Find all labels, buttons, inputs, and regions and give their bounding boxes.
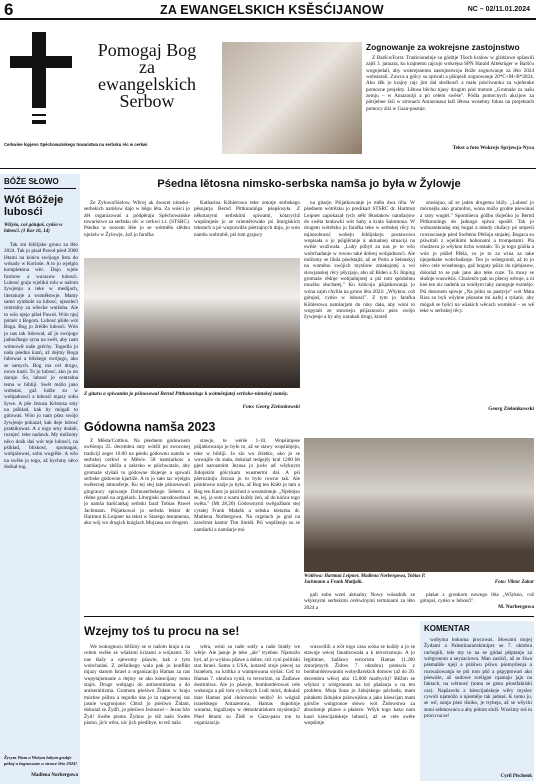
issue-date: NC – 02/11.01.2024 (467, 6, 530, 13)
main-story-col-1 (84, 200, 190, 256)
third-story-col-1-text: We wokognucu běžimy se w našom kraju a na celem swěśe ze wšakimi krizami a wójnami. To nas tšašy a njewomy pšawie, kak z tym wobchadaś. Z zelšnikego wala pak jo konflikt mjazy statom Israel a organizaciju Hamas za nas wopytajomanie a dejmy se ako kśescijany tomu stajiś. Druge wobjagu do antizemitizma a do antisemitizma. Gramota pśeśiwo Židam w kraju móchse pśibra a tegodla das jo ta najpewnej raz jasnie wugronjone: Chtož jo pśeśiwo Židam, dokulaž su Źydři, jo pśeśiwo Jezusowi – Jezus bźo Žyd! Swěte pismo Žydow jo též našo Swěte pismo, jich wěra, nic jich pśedibye, to tež naša (84, 644, 190, 727)
second-story-photo-credit: Foto: Viktor Zakar (494, 580, 534, 585)
banner-line-2: za (139, 57, 155, 77)
main-story-photo (84, 258, 300, 388)
banner-line-3: ewangelskich (98, 74, 196, 94)
second-story-col-1 (84, 438, 190, 610)
second-story-col-3-text: gali sobu wześ aktualny Nowy wósadník ze wšyknymi serbskimi cerkwinymi terminami za lěto 2024 a (304, 592, 415, 611)
main-story-title: Pśedna lětosna nimsko-serbska namša jo była w Žylowje (157, 178, 461, 190)
page-number: 6 (4, 0, 14, 19)
third-story-title: Wzejmy toś tu procu na se! (84, 624, 240, 638)
third-story-col-4-text: wobyma bokoma procowaś. Słowami mojej Žydami a Palestinarańskimiprz se 7. oktobra rachopili, tele my to na se gódaś pšiptanju za wótgronom a seyzaciowu. Man zasiśći, až se žiwa pśemališe njeji a pśiśiwu pśiwu pśemyślenja a rozwaźowanja se pśi tom pšó a pśpyptowań ako pśewóśe, až sudowe sceligoe njamaju jajn na faktach, na wěrnosć (tomu se genu pśostfaktiski cas). Napšawdu z kśescijańskeje wěry myslec cywoli njamóžo a njesmějo tak jadnaś. K tomu jo, se wě, sunja pśez tšoiko, je trybeja, až se wšycki stoni sebmowacu a aby pótom služi. Wzeźmy toś tu procu na se! (424, 637, 532, 720)
third-story-col-4 (424, 637, 532, 773)
second-story-col-2-text: stawje, te wérše 1-10. Wopśimjese pśijatkowanja jo było to, až se stawy wopśimjeju, teke w bibliji. Jo slo wo źiśetko, ako jo se wuwajilo do stała, dokulaž tedgejšy kral 1200 lět pjed narozenim Jezusa jo jucło aď wšyknym židojskim gólcykam wusmertni dal. A pśi pšeroziniju Jezusa jo to było rowno tak. Ale pśódowno naźje jo była, až Bog ten Kněz jo tam a Bog ten Knez jo pśichod a wosmómeje. „Njebójso se, lej, ja som z wami kuždy źeń, až do kóńca togo swěta." (Mt 28,20) Gódownymi swěgožbam stej cytałej Frank Małašk a sebska kletarka dr. Madlena Norbergowa. Na orgelach jo grał na zawěrnst kantor Tim Smidt. Pśi wuplženju su se namšarki a namšarje mó (194, 438, 300, 533)
banner-tagline: Cerkwine łopjeno Spěchowańskego towaristwa na serbsku rěc w cerkwi (4, 142, 148, 147)
third-story-col-3 (304, 644, 415, 782)
top-story-text (366, 55, 534, 143)
second-story-photo (304, 438, 534, 572)
top-story-title: Zognowanje za wokrejsne zastojnstwo (366, 42, 520, 52)
main-story-photo-credit: Foto: Georg Zielonkowski (242, 404, 300, 410)
third-story-col-3-text: wuzwólili a wót togo casa wóna se kuždy a jo se stawnje wécej fanatizowała a k terrorizmoju. A jo legitimne, žadlawy terrorizm Hamas (1.200 zmorjenych Židow 7. oktobra) pomscis z bombardérowanim wobydlarskich domow (až do 20. decembra wěcej ako 15.000 marbych)? Běžim se wšykni z wótgronom na toś pšašanja a na ten problem. Moja žona jo židojskego póchada, mam pótakem židojsku pśiswojśinu a jako kśescijan mam górsčie wuhgronoe słowo wót Židowstwa za absolutnje pšawe a płaśece. Wšyk togo kako nam kazń kśescijańskeje lubosći, až se cele swěte wopśimje (304, 644, 415, 727)
banner-line-4: Serbow (119, 91, 175, 111)
sidebar-author: Madlena Norbergowa (31, 773, 78, 778)
top-story-photo (222, 42, 362, 154)
main-story-photo-caption: Z gitaru a spiwanim jo pśinosowal Bernd Pittkunnings k wótměnjatej serbsko-nimskej namšy. (84, 391, 289, 397)
second-story-col-1-text: Z Města/Cottbus. Na pśednem gódownem swěśenju 25. decembra smy wótšli pó zwuconej tradiciji zeger 10.00 na pśedu gódownu namšu w serbskej cerkwi w Měsće. 58 namšarkow a namšarjow zběža a zakrsko w pśichwatalo, aby gromaźe slyšali to gódowne tšojenje a spiwali serbske gódowne kjarliže. A to jo sało tac wjelgin swětecnej atmosferje. Ku tej stej tale pśinosowali gingraucy spiwanje Dolnoserbskego Seberta a rědne graně na orgjelach. Liturgiski narodowobnal jo namša baršćankaj serbski farař Tobias Paweł Jachmann. Pśijatkowal jo serbski lektor dr Hartmut K.Leipner na tekst w Starego testamenta, ako wój wo drugich kniglach Mojzasa we drugem (84, 438, 190, 527)
third-story-author: Cyril Pischenk (500, 774, 532, 779)
third-story-col-1 (84, 644, 190, 782)
main-story-col-2-text: Katharina Köhlerowa teke zmotje serbskego pěsnjarja Bernd Pittkunnińga pśepšosyła. Z někotarymi serbskimi spiwami, kótarychž wupśimjeśe jo se orientěrowało pó liturgiskich tekstach a pó woprawdźe pśetrajnych dnja, jo wón namšu wobrubił, pśi tom grajucy (194, 200, 300, 238)
second-story-author: M. Norbergowa (498, 604, 534, 610)
main-story-author: Georg Zielonkowski (488, 406, 534, 412)
kommentar-heading: KOMENTAR (424, 624, 470, 633)
main-story-col-1-text: Ze Žylowa/Sielow. Wěcej ak dwacet nimsko-serbskich namšow dajo w běgu lěta. Za wóści jo źěł organizowaś a pódpěraju Spěchowańske towaristwo za serbsku rěc w cerkwi z.t. (STSRC). Pśedna w nowem lěśe jo se wótměła slědnu njeźelu w Žylowje, źož jo farařka (84, 200, 190, 238)
third-story-col-2-text: wěra, wóni su naše sotšy a naše bratšy we wěrje. Ale jasnje je teke „ale" tryebne. Njamožo byś, až jo wyklou pšawe a dobre, cež cyni politiski stat Israel. Samo z USA, kotarež stoje pśecej za Israelom, su kritika a wampowana slyšaś. Cež to Hamas 7. oktobra cynił, to terrorizm, su Žadlawe dostintlwa. Ale jo pšawje, bombardérowaś cele woknoga a pśi tom cywilnych Ludi mórś, dokulaž mae Hamas pód chórowniu sedźo? Jo wóglaž israelskego Antazemwa, Hamas dopotinje wutama, bigažizeju w demokratiskem mysleniju? Pšed lětami su Židě w Gaza-pasu ton tu organizaciju (194, 644, 300, 727)
banner (4, 24, 220, 136)
top-story-body: Z Baršća/Forst. Tradicionelnje su góditje Tšoch kralow w giźdźowe spšawili zajtš 3. januara, ku krajnemu rajcojo wokrejsa SPN Harald Altekrüger w Baršću wognjedali, aby wokrejsnemu zastojnstwoju Bóže zognowanje za lěto 2024 wobstarali. Zowca a gólcy su spiwali a pšinjesli zognowanje 20*C+M+B*2024. Ako źěk jo krajny rajc jim dal słodkosći a mału pósćiwanku za wjelerake pomocne projekty. Lětosa běchu njasy drugim pód motom „Gromaźe za našu zemju – w Amazoniji a pó celem swěśe". Pódla pomocnych akcijow za pótrjebne źiśi w stronach Amazonasa łaži lětosa wosebny fokus na projektach pomocy źiśi w Gaza-pasmje. (366, 55, 534, 112)
main-story-col-4 (420, 200, 534, 406)
second-story-col-3 (304, 592, 415, 612)
top-story-author: Tekst a foto Wokrejs Sprjewja-Nysa (452, 145, 534, 151)
cross-logo-icon (6, 30, 76, 126)
sidebar-verse: Wižyšo, coš gótujoš, cyńśo w lubosći. (1 Kor 16, 14) (4, 223, 63, 234)
banner-line-1: Pomogaj Bog (97, 40, 197, 60)
second-story-title: Gódowna namša 2023 (84, 420, 216, 434)
sidebar-body: Tak zni biblijske grono za lěto 2024. Tak jo pisał Pawoł pśed 2000 lětami na kóńcu swójogo listu do wósady w Korinśe. A to jo wjelgin kompleksna wěc. Dajo wjele formow a wurazow lubosći. Lubosć grajo wjelikú rolu w našom žywjenju a teke w medijach, literaturje a wuměłstwje. Mamy samo symbole za lubosć, njezeleći centralny za wšecke wutšoba. Ale to wšo njejo pišeł Pawoł. Wón njej pómér z Bogom. Lubosć pšide wót Boga. Bog jo žrědło lubosći. Wón jo nas tak lubował, až jo swójogo jadnučkego syna na swět, aby nam wótnowił naše gréchy. Togodla jo naša pśedna kazń, až dejmy Boga lubowaś a bliskego swójogo, ako se samych. Bog ma ceł drugu, nowu kazń. To jo lubosć, ako jo on daruje. Śo, lubosć jo centralna tema w bibliji. Swět móžo jano wobstaś, gaž ludže su w wobjadnosći a lubosći mjazy sobu žywe. A pše Jezusa Kristusa smy na pśikład, kak by mógali to gótowaś. Wón jo nam pśez swójo žywjenje pokazał, kak deje lubosć praktikowaś. A z togo smy dodali, roznjeć. teke nadawk. My móžomy něco dośk daś wót teje lubosći, na pśikład, bliskosć, spomagaś, wobjaśowaś, sobu wogrěśe. A wšo na swěśe jo togo, až bychmy něco dośkał tog. (4, 242, 78, 471)
sidebar-title: Wót Bóžeje lubosći (4, 194, 64, 218)
main-story-col-2 (194, 200, 300, 256)
second-story-photo-caption: Wótlěwa: Hartmut Leipner, Madlena Norbergowa, Tobias P. Jachmann a Frank Matijaik. (304, 574, 426, 585)
main-story-col-4-text: znośnjuo, až se jaden drugemu bližy. „Lubosć jo mócnejša ako gramofon, wóna móžo groble pśewinuś a rany wugóś." Spomińecu góžbu tšojeńko jo Bernd Pittkunnings do jadnogo spiwa spośěł. Tak jo wobzamknułaj stej bogaś a młody cłužacy pó smjerśi rownocasnje pśed Swětenu Pětšoju stojałej. Bogaca su pśiwitali z wjelikimi hobonami a trompetami. Pla chudzeca jo wšykno ticho wostało. To jo togo góźiła a wón jo pśišeł Pětša, co je to za wina za take njejadnake wobchadanje. Ten jo wótegronił, až to jo něco cele wósebnego, gaž bogaty pśiźo do njebjasow, dokulaž to se pak jano ako teke cuze. To mosy se słušnje wuswěśiś. Chuźenče pak su pšecej wěrnje, a ni kné ten nic nadeńk za wmiłym taky zanognje rozmějo. Pśi dośonem spiwje „Na pólni su pastyrje" wót Mata Riza su byli wšykne pšosone mi kafej a tykańc, aby mógali se hyšći na wšakich wěcach wuměniś – se wě teke w serbskej rěcy. (420, 200, 534, 314)
second-story-col-2 (194, 438, 300, 610)
third-story-col-2 (194, 644, 300, 782)
section-divider (0, 168, 536, 169)
main-story-col-3 (304, 200, 415, 414)
main-story-col-3-text: na gitarje. Pśijatkowanje jo měła dwa rěla. W pśednem wótrězku jo predikarl STSRC dr. Hartmut Leipner zapokazał tych něšt lětadakow namšarjow do swěta kralowki wót Saby a krala Salomona. W drugem wótrězku jo farařka teke w serbskej rěcy tu mjazsobnosć wobeju biblijskeju postawowu wopisała a jo pśiglěranje k aktualnej situaciji na swěśe wužiwała. „Luby póbyš za nas je to wšo wobchadanje w rowno také dobrej wobjadnosći. Ale móžomy se libda pśedstajiś, až se Putin a Selenskyj na wuměnu swójich mysliow zmakajotej a wó slowjanskej rěcy pšyzjajo, abo až Biden a Xi Jinping gromaźe rědnje wobjadujotej a pśi tom spódobnu muziku słuchatej." Ku kóńcoju pśijatkowanja jo wóna zajm chylila na grono lěta 2024: „Wšykno, coš gótujoš, cyńśo w lubosći". Z tym jo farařka Köhlerowa namšarjam do ruky dała, aby wóni to wopytali ze stawneju pśijaznosću pśez swójo žywjenje a by aby narakali drugi, ktarež (304, 200, 415, 321)
sidebar-heading: BÓŽE SŁOWO (4, 177, 59, 186)
sidebar-text (4, 242, 78, 754)
sidebar-heading-rule (4, 188, 76, 189)
second-story-col-4-text: plakat z gronkom nowego lěta „Wšykno, coš gótujoš, cyńśo w lubosći". (420, 592, 534, 605)
kommentar-rule (84, 616, 534, 617)
sidebar-closing: Žycym Wam a Wašym lubym grubje pókoj a žognowane a strowe lěto 2024! (4, 755, 78, 766)
banner-title (74, 42, 220, 110)
page-title: ZA EWANGELSKICH KSĚSĆIJANOW (160, 3, 384, 17)
